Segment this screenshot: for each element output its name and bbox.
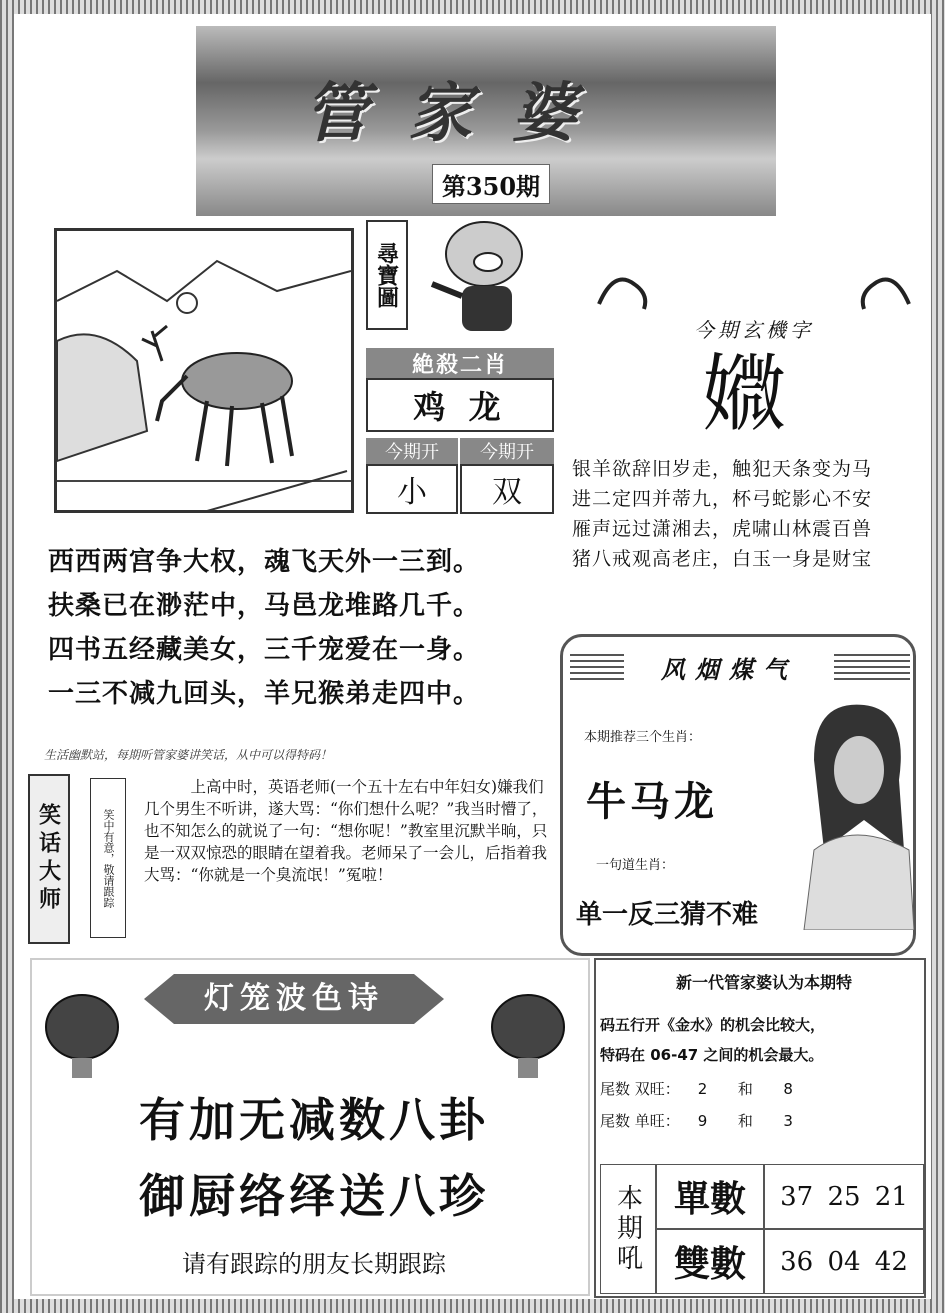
- joke-text: 上高中时，英语老师(一个五十左右中年妇女)嫌我们几个男生不听讲，遂大骂：“你们想什么呢？”我当时懵了，也不知怎么的就说了一句：“想你呢！”教室里沉默半晌，只是一双双惊恐的眼睛在望着我。老师呆了一会儿，后指着我大骂：“你就是一个臭流氓！”冤啦！: [144, 778, 548, 884]
- dragon-right-icon: [854, 264, 914, 314]
- kill-title: 絶殺二肖: [366, 348, 554, 378]
- dragon-left-icon: [594, 264, 654, 314]
- deer-illustration: [54, 228, 354, 513]
- fengyun-phrase-label: 一句道生肖：: [596, 858, 675, 873]
- open-label-1: 今期开: [366, 438, 458, 464]
- tail-value: 2: [697, 1080, 708, 1098]
- tail-label: 尾数 单旺：: [600, 1112, 680, 1130]
- tail-value: 3: [783, 1112, 793, 1130]
- header-title: 管家婆: [304, 76, 616, 151]
- mystery-line: 雁声远过潇湘去，虎啸山林震百兽: [572, 518, 873, 540]
- special-tail-1: [600, 1078, 924, 1099]
- roar-double-label: 雙數: [656, 1229, 764, 1294]
- tail-value: 8: [783, 1080, 793, 1098]
- lantern-line-2: 御厨络绎送八珍: [139, 1169, 489, 1223]
- joke-side-sub: 笑中有意，敬请跟踪: [90, 778, 126, 938]
- tail-and: 和: [737, 1080, 753, 1098]
- fengyun-rec-value: 牛马龙: [586, 778, 718, 825]
- open-label-2: 今期开: [460, 438, 554, 464]
- tail-label: 尾数 双旺：: [600, 1080, 680, 1098]
- roar-single-label: 單數: [656, 1164, 764, 1229]
- lantern-title: 灯笼波色诗: [204, 981, 384, 1016]
- roar-side-label: 本期吼: [600, 1164, 656, 1294]
- mystery-line: 进二定四并蒂九，杯弓蛇影心不安: [572, 488, 873, 510]
- poem-line: 四书五经藏美女，三千宠爱在一身。: [48, 635, 481, 665]
- lantern-left-icon: [42, 982, 122, 1082]
- mystery-line: 猪八戒观高老庄，白玉一身是财宝: [572, 548, 873, 570]
- period-label: 第350期: [432, 164, 550, 204]
- poem-line: 一三不减九回头，羊兄猴弟走四中。: [48, 679, 481, 709]
- tail-value: 9: [697, 1112, 708, 1130]
- special-heading: 新一代管家婆认为本期特: [675, 973, 852, 992]
- poem-block: [48, 540, 558, 716]
- poem-line: 西西两宫争大权，魂飞天外一三到。: [48, 547, 481, 577]
- fengyun-rec-label: 本期推荐三个生肖：: [584, 730, 702, 745]
- page-body: [14, 14, 931, 1299]
- treasure-label: 尋寶圖: [366, 220, 408, 330]
- pig-mascot-icon: [424, 214, 534, 344]
- fengyun-title: 风烟煤气: [624, 650, 834, 685]
- poem-footnote: 生活幽默站，每期听管家婆讲笑话，从中可以得特码！: [44, 748, 333, 762]
- tail-and: 和: [737, 1112, 753, 1130]
- mystery-lines: [572, 454, 922, 574]
- mystery-character: 㜫: [701, 345, 786, 443]
- special-line-2: 特码在 06-47 之间的机会最大。: [600, 1046, 824, 1064]
- roar-single-values: 37 25 21: [764, 1164, 924, 1229]
- joke-side-title: 笑话大师: [28, 774, 70, 944]
- open-value-1: 小: [366, 464, 458, 514]
- lantern-footer: 请有跟踪的朋友长期跟踪: [182, 1250, 446, 1278]
- mystery-title: 今期玄機字: [694, 318, 814, 342]
- lantern-line-1: 有加无减数八卦: [139, 1093, 489, 1147]
- woman-portrait: [794, 700, 914, 930]
- special-tail-2: [600, 1110, 924, 1131]
- open-value-2: 双: [460, 464, 554, 514]
- header-corner-right: [776, 22, 926, 202]
- fengyun-phrase-value: 单一反三猜不难: [576, 900, 759, 930]
- lantern-right-icon: [488, 982, 568, 1082]
- header-corner-left: [20, 22, 170, 202]
- roar-double-values: 36 04 42: [764, 1229, 924, 1294]
- mystery-line: 银羊欲辞旧岁走，触犯天条变为马: [572, 458, 873, 480]
- special-line-1: 码五行开《金水》的机会比较大，: [600, 1016, 826, 1034]
- poem-line: 扶桑已在渺茫中，马邑龙堆路几千。: [48, 591, 481, 621]
- kill-value: 鸡 龙: [366, 378, 554, 432]
